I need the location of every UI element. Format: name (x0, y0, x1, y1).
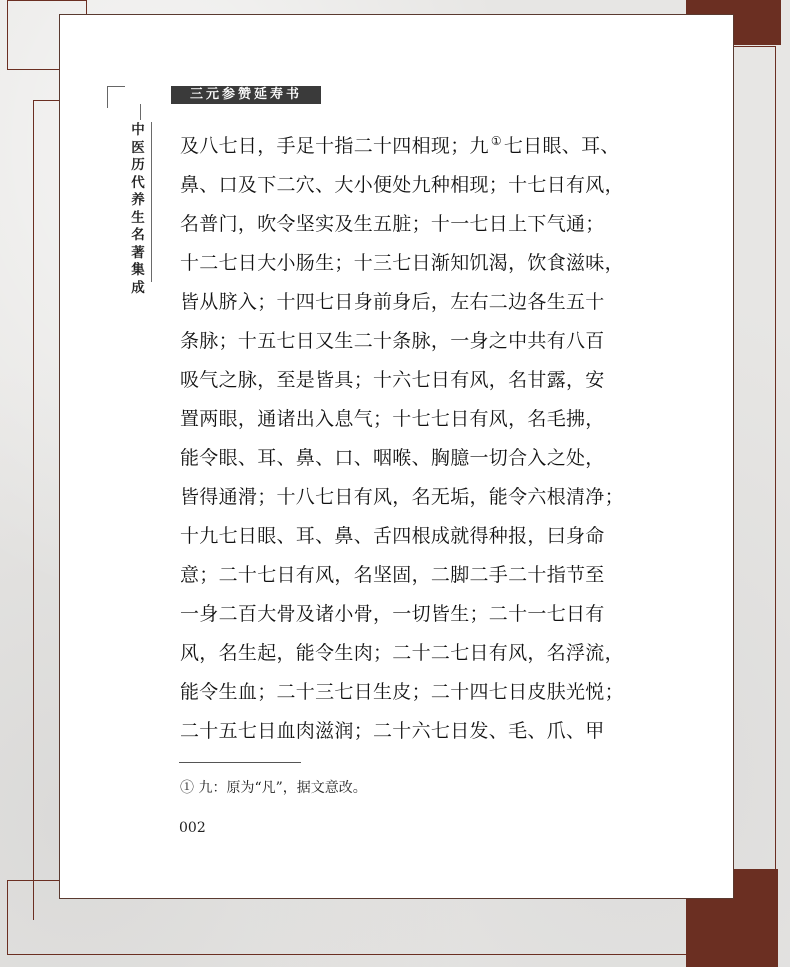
text-segment: 及八七日，手足十指二十四相现；九 (180, 135, 489, 157)
header-corner-mark (107, 86, 125, 108)
series-title-char: 成 (131, 279, 145, 296)
series-title-char: 历 (131, 157, 145, 173)
text-line (180, 283, 620, 322)
series-title-char: 名 (131, 227, 145, 243)
text-line (180, 517, 620, 556)
series-title-char: 生 (131, 209, 145, 226)
text-line (180, 166, 624, 205)
footnote: ① 九：原为“凡”，据文意改。 (180, 780, 367, 796)
text-segment: 皆从脐入；十四七日身前身后，左右二边各生五十 (180, 291, 605, 313)
text-segment: 名普门，吹令坚实及生五脏；十一七日上下气通； (180, 213, 605, 235)
text-segment: 吸气之脉，至是皆具；十六七日有风，名甘露，安 (180, 369, 605, 391)
text-segment: 一身二百大骨及诸小骨，一切皆生；二十一七日有 (180, 603, 605, 625)
text-segment: 置两眼，通诸出入息气；十七七日有风，名毛拂， (180, 408, 605, 430)
text-line (180, 478, 624, 517)
text-line (180, 127, 620, 166)
text-segment: 意；二十七日有风，名坚固，二脚二手二十指节至 (180, 564, 605, 586)
text-segment: 十二七日大小肠生；十三七日渐知饥渴，饮食滋味， (180, 252, 624, 274)
series-title-char: 代 (131, 174, 145, 191)
text-segment: 条脉；十五七日又生二十条脉，一身之中共有八百 (180, 330, 605, 352)
text-line (180, 439, 620, 478)
side-rule-top (140, 104, 141, 120)
footnote-marker[interactable]: ① (490, 133, 502, 148)
body-text (180, 127, 624, 751)
text-line (180, 361, 620, 400)
series-title-char: 中 (131, 122, 145, 138)
side-rule-bottom (151, 122, 152, 282)
series-title-char: 养 (131, 192, 145, 208)
text-segment: 风，名生起，能令生肉；二十二七日有风，名浮流， (180, 642, 624, 664)
series-title-char: 集 (131, 262, 145, 278)
text-line (180, 595, 620, 634)
text-line (180, 673, 624, 712)
text-segment: 鼻、口及下二穴、大小便处九种相现；十七日有风， (180, 174, 624, 196)
text-segment: 七日眼、耳、 (503, 135, 620, 157)
page-number: 002 (179, 820, 206, 836)
text-line (180, 712, 620, 751)
series-title-char: 著 (131, 244, 145, 261)
text-line (180, 556, 620, 595)
series-title-char: 医 (131, 139, 145, 156)
series-title-vertical (130, 122, 146, 297)
text-line (180, 634, 624, 673)
text-segment: 能令眼、耳、鼻、口、咽喉、胸臆一切合入之处， (180, 447, 605, 469)
footnote-divider (179, 762, 301, 763)
text-line (180, 322, 620, 361)
text-segment: 二十五七日血肉滋润；二十六七日发、毛、爪、甲 (180, 720, 605, 742)
text-line (180, 244, 624, 283)
text-line (180, 400, 620, 439)
text-segment: 能令生血；二十三七日生皮；二十四七日皮肤光悦； (180, 681, 624, 703)
text-line (180, 205, 620, 244)
text-segment: 十九七日眼、耳、鼻、舌四根成就得种报，曰身命 (180, 525, 605, 547)
text-segment: 皆得通滑；十八七日有风，名无垢，能令六根清净； (180, 486, 624, 508)
running-header-book-title: 三元参赞延寿书 (171, 86, 321, 104)
